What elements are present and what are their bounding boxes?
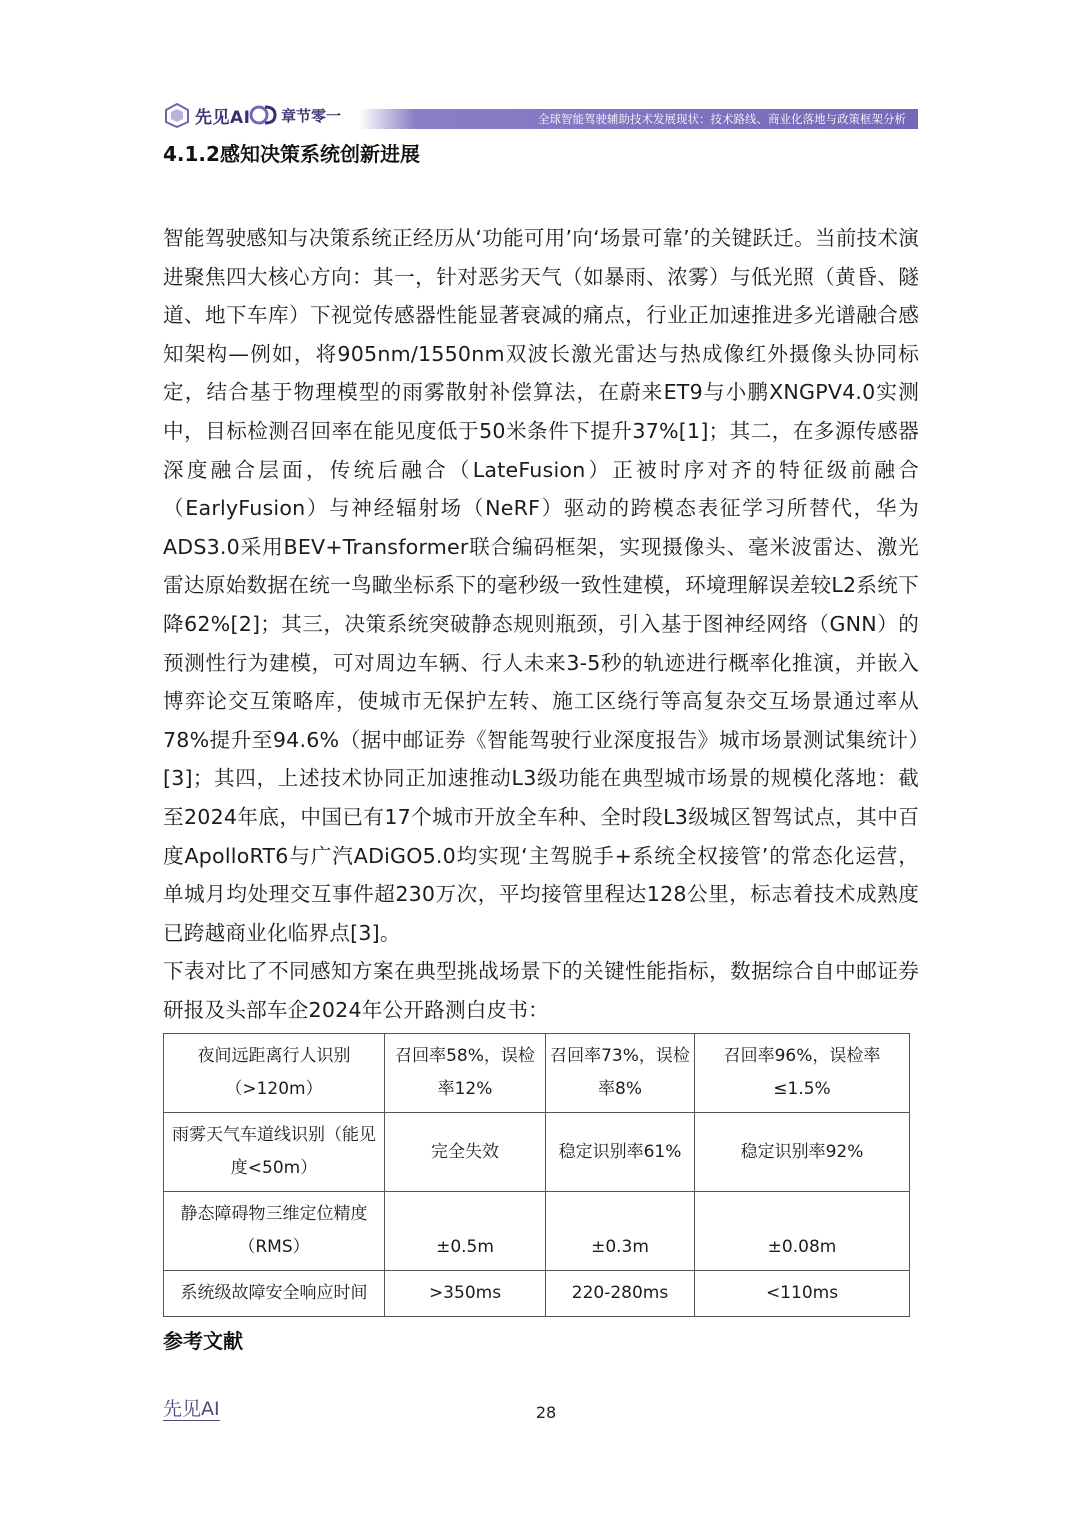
table-cell-scenario: 静态障碍物三维定位精度（RMS） [164,1192,385,1271]
table-cell: 稳定识别率61% [546,1113,695,1192]
xianjian-logo [163,100,250,130]
table-cell-scenario: 雨雾天气车道线识别（能见度<50m） [164,1113,385,1192]
zhangjie-logo-text: 章节零一 [281,106,342,125]
references-title: 参考文献 [163,1329,243,1353]
table-cell: ±0.5m [385,1192,546,1271]
xianjian-logo-icon [163,102,191,128]
page-number: 28 [535,1403,557,1422]
xianjian-logo-text: 先见AI [195,107,251,128]
body-text [163,219,919,1029]
footer-brand-link[interactable]: 先见AI [163,1398,220,1420]
table-cell: ±0.3m [546,1192,695,1271]
table-cell: <110ms [695,1271,910,1317]
table-row [164,1192,910,1271]
table-cell: 召回率96%，误检率≤1.5% [695,1034,910,1113]
table-intro: 下表对比了不同感知方案在典型挑战场景下的关键性能指标，数据综合自中邮证券研报及头部车企2024年公开路测白皮书： [163,959,919,1022]
table-row [164,1271,910,1317]
table-cell: ±0.08m [695,1192,910,1271]
page-header [163,100,918,130]
zhangjie-logo [249,102,341,128]
table-cell: 召回率73%，误检率8% [546,1034,695,1113]
comparison-table [163,1033,910,1317]
table-cell: 220-280ms [546,1271,695,1317]
table-row [164,1113,910,1192]
table-cell: 稳定识别率92% [695,1113,910,1192]
table-cell: 完全失效 [385,1113,546,1192]
table-cell-scenario: 夜间远距离行人识别（>120m） [164,1034,385,1113]
zhangjie-logo-icon [249,103,277,127]
table-row [164,1034,910,1113]
table-cell: >350ms [385,1271,546,1317]
table-cell-scenario: 系统级故障安全响应时间 [164,1271,385,1317]
table-cell: 召回率58%，误检率12% [385,1034,546,1113]
main-paragraph: 智能驾驶感知与决策系统正经历从‘功能可用’向‘场景可靠’的关键跃迁。当前技术演进聚焦四大核心方向：其一，针对恶劣天气（如暴雨、浓雾）与低光照（黄昏、隧道、地下车库）下视觉传感器性能显著衰减的痛点，行业正加速推进多光谱融合感知架构—例如，将905nm/1550nm双波长激光雷达与热成像红外摄像头协同标定，结合基于物理模型的雨雾散射补偿算法，在蔚来ET9与小鹏XNGPV4.0实测中，目标检测召回率在能见度低于50米条件下提升37%[1]；其二，在多源传感器深度融合层面，传统后融合（LateFusion）正被时序对齐的特征级前融合（EarlyFusion）与神经辐射场（NeRF）驱动的跨模态表征学习所替代，华为ADS3.0采用BEV+Transformer联合编码框架，实现摄像头、毫米波雷达、激光雷达原始数据在统一鸟瞰坐标系下的毫秒级一致性建模，环境理解误差较L2系统下降62%[2]；其三，决策系统突破静态规则瓶颈，引入基于图神经网络（GNN）的预测性行为建模，可对周边车辆、行人未来3-5秒的轨迹进行概率化推演，并嵌入博弈论交互策略库，使城市无保护左转、施工区绕行等高复杂交互场景通过率从78%提升至94.6%（据中邮证券《智能驾驶行业深度报告》城市场景测试集统计）[3]；其四，上述技术协同正加速推动L3级功能在典型城市场景的规模化落地：截至2024年底，中国已有17个城市开放全车种、全时段L3级城区智驾试点，其中百度ApolloRT6与广汽ADiGO5.0均实现‘主驾脱手+系统全权接管’的常态化运营，单城月均处理交互事件超230万次，平均接管里程达128公里，标志着技术成熟度已跨越商业化临界点[3]。 [163,226,919,945]
section-title: 4.1.2感知决策系统创新进展 [163,142,420,166]
header-report-title: 全球智能驾驶辅助技术发展现状：技术路线、商业化落地与政策框架分析 [359,109,918,129]
